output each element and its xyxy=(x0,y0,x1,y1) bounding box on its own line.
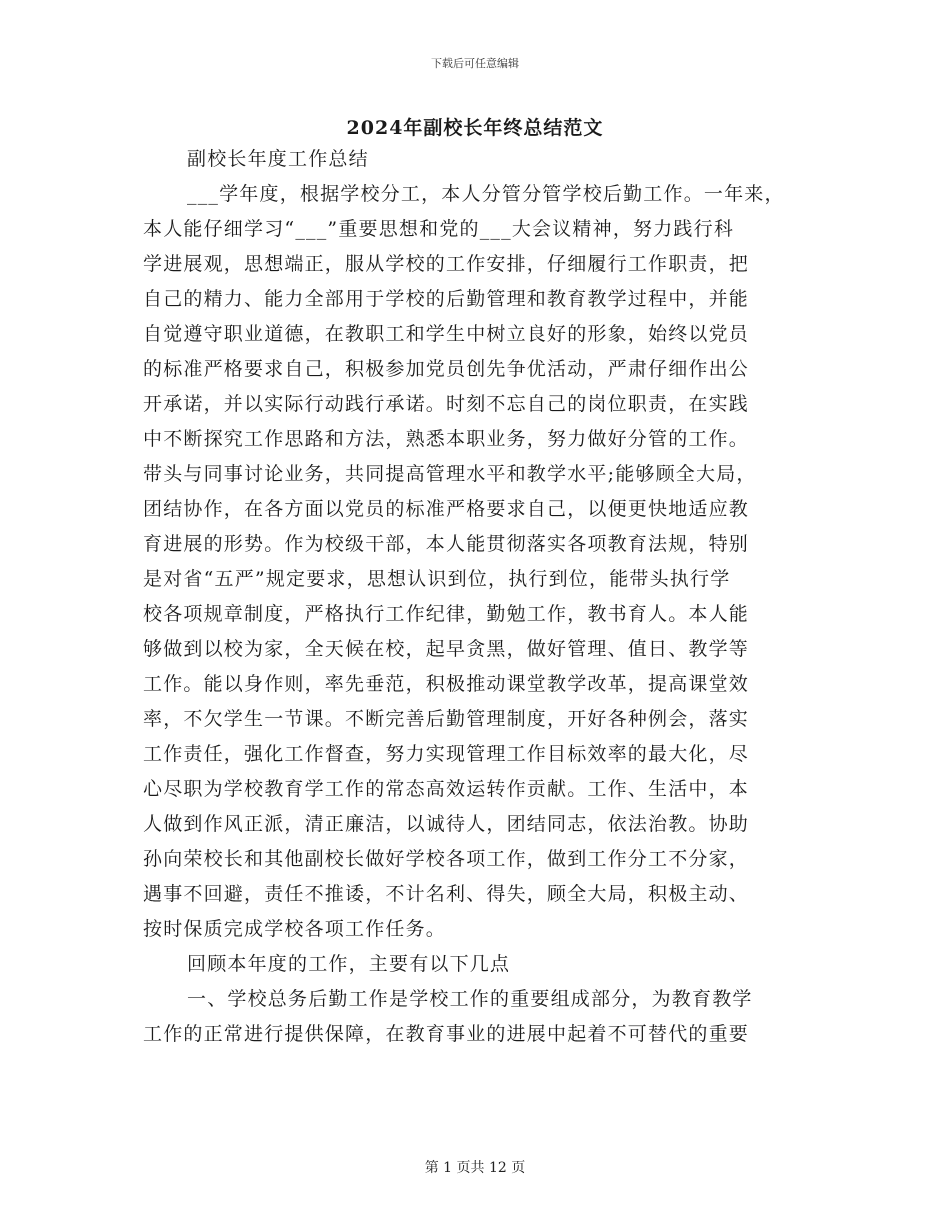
text-line: 育进展的形势。作为校级干部，本人能贯彻落实各项教育法规，特别 xyxy=(143,533,750,555)
text-line: 自己的精力、能力全部用于学校的后勤管理和教育教学过程中，并能 xyxy=(143,288,750,310)
text-line: 自觉遵守职业道德，在教职工和学生中树立良好的形象，始终以党员 xyxy=(143,323,750,345)
text-line: 率，不欠学生一节课。不断完善后勤管理制度，开好各种例会，落实 xyxy=(143,708,750,730)
text-line: 一、学校总务后勤工作是学校工作的重要组成部分，为教育教学 xyxy=(187,988,753,1010)
text-line: 带头与同事讨论业务，共同提高管理水平和教学水平;能够顾全大局， xyxy=(143,463,757,485)
page-footer: 第 1 页共 12 页 xyxy=(424,1160,526,1176)
text-line: 学进展观，思想端正，服从学校的工作安排，仔细履行工作职责，把 xyxy=(143,253,750,275)
text-line: 人做到作风正派，清正廉洁，以诚待人，团结同志，依法治教。协助 xyxy=(143,813,750,835)
text-line: 校各项规章制度，严格执行工作纪律，勤勉工作，教书育人。本人能 xyxy=(143,603,750,625)
document-body xyxy=(143,142,803,1052)
header-note: 下载后可任意编辑 xyxy=(431,57,519,70)
text-line: 副校长年度工作总结 xyxy=(187,148,369,170)
text-line: 开承诺，并以实际行动践行承诺。时刻不忘自己的岗位职责，在实践 xyxy=(143,393,750,415)
document-title: 2024年副校长年终总结范文 xyxy=(346,117,604,139)
text-line: 本人能仔细学习“___”重要思想和党的___大会议精神，努力践行科 xyxy=(143,218,735,240)
text-line: 的标准严格要求自己，积极参加党员创先争优活动，严肃仔细作出公 xyxy=(143,358,750,380)
text-line: ___学年度，根据学校分工，本人分管分管学校后勤工作。一年来， xyxy=(187,183,785,205)
text-line: 孙向荣校长和其他副校长做好学校各项工作，做到工作分工不分家， xyxy=(143,848,750,870)
text-line: 是对省“五严”规定要求，思想认识到位，执行到位，能带头执行学 xyxy=(143,568,731,590)
text-line: 工作责任，强化工作督查，努力实现管理工作目标效率的最大化，尽 xyxy=(143,743,750,765)
text-line: 遇事不回避，责任不推诿，不计名利、得失，顾全大局，积极主动、 xyxy=(143,883,750,905)
text-line: 心尽职为学校教育学工作的常态高效运转作贡献。工作、生活中，本 xyxy=(143,778,750,800)
text-line: 回顾本年度的工作，主要有以下几点 xyxy=(187,953,511,975)
text-line: 团结协作，在各方面以党员的标准严格要求自己，以便更快地适应教 xyxy=(143,498,750,520)
text-line: 够做到以校为家，全天候在校，起早贪黑，做好管理、值日、教学等 xyxy=(143,638,750,660)
text-line: 按时保质完成学校各项工作任务。 xyxy=(143,918,447,940)
text-line: 工作的正常进行提供保障，在教育事业的进展中起着不可替代的重要 xyxy=(143,1023,750,1045)
text-line: 工作。能以身作则，率先垂范，积极推动课堂教学改革，提高课堂效 xyxy=(143,673,750,695)
text-line: 中不断探究工作思路和方法，熟悉本职业务，努力做好分管的工作。 xyxy=(143,428,750,450)
